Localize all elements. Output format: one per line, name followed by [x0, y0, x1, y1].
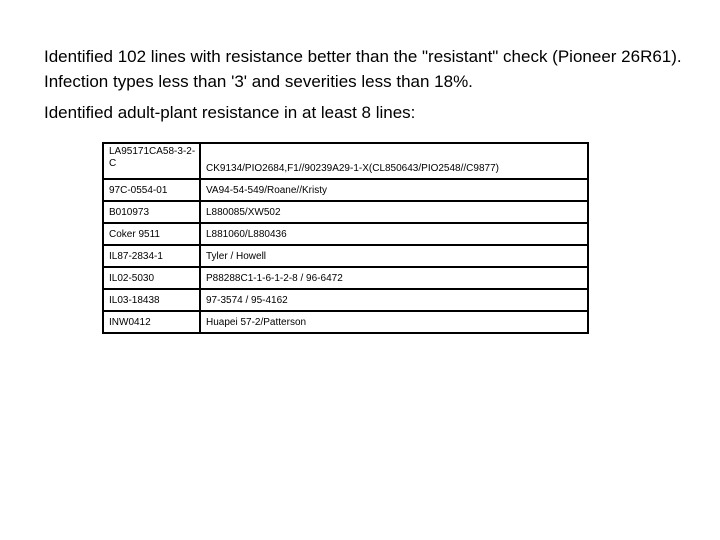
table-row [103, 289, 588, 311]
line-name-cell: IL02-5030 [103, 267, 200, 289]
resistant-lines-table [102, 142, 589, 334]
line-name-cell: LA95171CA58-3-2-C [103, 143, 200, 179]
intro-paragraph: Identified 102 lines with resistance better than the "resistant" check (Pioneer 26R61). Infection types less than '3' and severities less than 18%. [44, 47, 682, 91]
table-row [103, 223, 588, 245]
pedigree-cell: L880085/XW502 [200, 201, 588, 223]
pedigree-cell: CK9134/PIO2684,F1//90239A29-1-X(CL850643/PIO2548//C9877) [200, 143, 588, 179]
pedigree-cell: Tyler / Howell [200, 245, 588, 267]
pedigree-cell: L881060/L880436 [200, 223, 588, 245]
table-row [103, 143, 588, 179]
table-row [103, 311, 588, 333]
pedigree-cell: P88288C1-1-6-1-2-8 / 96-6472 [200, 267, 588, 289]
subheading: Identified adult-plant resistance in at least 8 lines: [44, 103, 416, 122]
table-row [103, 201, 588, 223]
table-row [103, 179, 588, 201]
pedigree-cell: 97-3574 / 95-4162 [200, 289, 588, 311]
pedigree-cell: VA94-54-549/Roane//Kristy [200, 179, 588, 201]
line-name-cell: INW0412 [103, 311, 200, 333]
line-name-cell: IL03-18438 [103, 289, 200, 311]
line-name-cell: B010973 [103, 201, 200, 223]
table-row [103, 267, 588, 289]
line-name-cell: IL87-2834-1 [103, 245, 200, 267]
line-name-cell: 97C-0554-01 [103, 179, 200, 201]
table-row [103, 245, 588, 267]
line-name-cell: Coker 9511 [103, 223, 200, 245]
pedigree-cell: Huapei 57-2/Patterson [200, 311, 588, 333]
